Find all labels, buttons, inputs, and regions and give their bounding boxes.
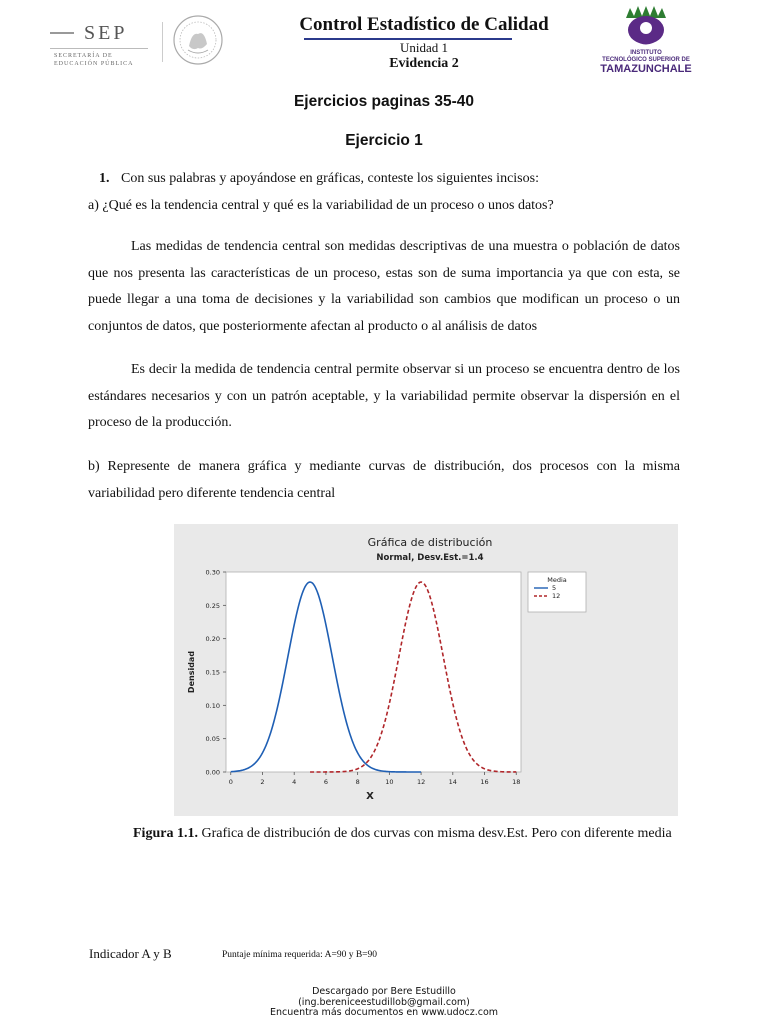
x-tick-label: 6 [323,778,328,786]
x-tick-label: 16 [480,778,489,786]
answer-paragraph-2: Es decir la medida de tendencia central permite observar si un proceso se encuentra dentro de los estándares necesarios y con un patrón aceptable, y la variabilidad permite observar la dispersión en el proceso de la producción. [88,362,680,430]
legend-title: Media [547,576,567,584]
x-tick-label: 8 [355,778,360,786]
distribution-chart-svg [174,524,678,816]
sep-logo-text: SEP [84,22,128,44]
distribution-chart [174,524,678,816]
x-tick-label: 2 [260,778,265,786]
sep-subtitle-1: SECRETARÍA DE [54,53,113,59]
question-number: 1. [99,171,110,186]
sep-subtitle-2: EDUCACIÓN PÚBLICA [54,61,134,67]
y-tick-label: 0.10 [205,701,220,710]
question-intro: Con sus palabras y apoyándose en gráficas, conteste los siguientes incisos: [121,171,539,186]
itst-line-1: INSTITUTO [630,50,662,56]
indicator-label: Indicador A y B [89,946,172,961]
unit-label: Unidad 1 [399,40,449,55]
x-tick-label: 0 [228,778,233,786]
answer-paragraph-1: Las medidas de tendencia central son medidas descriptivas de una muestra o población de datos que nos presenta las características de un proceso, estas son de suma importancia ya que con esta, se puede llegar a una toma de decisiones y la variabilidad son cambios que modifican un proceso o un conjuntos de datos, que posteriormente afectan al producto o al análisis de datos [88,239,680,334]
section-title: Ejercicios paginas 35-40 [293,93,475,110]
min-score-label: Puntaje mínima requerida: A=90 y B=90 [222,950,378,960]
question-a: a) ¿Qué es la tendencia central y qué es la variabilidad de un proceso o unos datos? [88,198,554,213]
caption-text: Grafica de distribución de dos curvas con misma desv.Est. Pero con diferente media [197,826,672,841]
figure-caption [88,824,680,844]
y-axis-label: Densidad [187,650,196,694]
y-tick-label: 0.15 [205,668,220,677]
x-tick-label: 12 [416,778,426,786]
y-tick-label: 0.25 [205,601,220,610]
x-tick-label: 10 [385,778,394,786]
download-email: (ing.bereniceestudillob@gmail.com) [298,997,470,1008]
exercise-title: Ejercicio 1 [345,132,423,149]
y-tick-label: 0.20 [205,635,220,644]
download-by: Descargado por Bere Estudillo [312,986,456,997]
chart-title: Gráfica de distribución [367,536,493,549]
itst-line-2: TECNOLÓGICO SUPERIOR DE [602,57,690,63]
x-tick-label: 18 [512,778,521,786]
legend-label: 12 [552,592,561,600]
caption-label: Figura 1.1. [133,826,198,841]
download-link[interactable]: Encuentra más documentos en www.udocz.com [269,1007,499,1018]
question-b: b) Represente de manera gráfica y mediante curvas de distribución, dos procesos con la misma variabilidad pero diferente tendencia central [88,459,680,501]
document-title: Control Estadístico de Calidad [299,14,549,35]
legend-label: 5 [552,584,557,592]
x-tick-label: 14 [448,778,457,786]
x-tick-label: 4 [292,778,297,786]
legend [528,572,586,612]
evidence-label: Evidencia 2 [389,56,459,71]
itst-logo [590,4,700,76]
plot-area [226,572,521,772]
y-tick-label: 0.05 [205,735,220,744]
x-axis-label: X [366,791,374,802]
chart-subtitle: Normal, Desv.Est.=1.4 [376,553,484,563]
y-tick-label: 0.00 [205,768,220,777]
itst-line-3: TAMAZUNCHALE [600,63,692,75]
y-tick-label: 0.30 [205,568,220,577]
